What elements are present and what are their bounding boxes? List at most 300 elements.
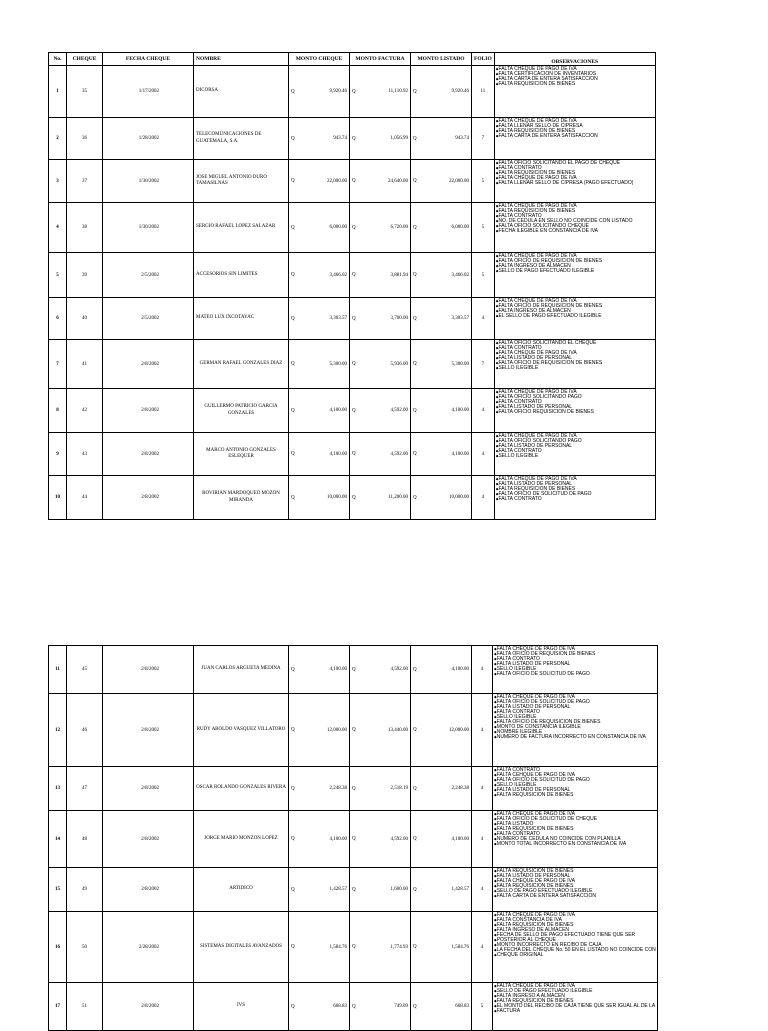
cell-fecha-cheque: 2/8/2002 <box>103 767 194 811</box>
cell-no: 8 <box>49 389 67 433</box>
cell-folio: 4 <box>472 694 493 767</box>
audit-table-page-1 <box>48 52 656 520</box>
cell-nombre: TELECOMUNICACIONES DE GUATEMALA, S.A. <box>194 118 289 160</box>
observation-item: ◆ MONTO INCORRECTO EN RECIBO DE CAJA <box>494 943 656 948</box>
observation-item: ◆ FALTA INGRESO DE ALMACEN <box>496 264 654 269</box>
observation-item: ◆ FALTA LISTADO DE PERSONAL <box>494 662 656 667</box>
observation-item: ◆ FALTA CHEQUE DE PAGO DE IVA <box>496 351 654 356</box>
observation-item: ◆ MONTO DE CONSTANCIA ILEGIBLE <box>494 725 656 730</box>
amount-value: 10,000.00 <box>327 495 347 500</box>
cell-cheque: 49 <box>67 868 103 912</box>
cell-cheque: 41 <box>67 340 103 389</box>
cell-observaciones <box>493 694 658 767</box>
header-nombre: NOMBRE <box>194 53 289 66</box>
cell-no: 10 <box>49 476 67 520</box>
amount-value: 3,303.57 <box>451 316 469 321</box>
cell-monto-listado <box>411 389 472 433</box>
cell-nombre: ROVIRIAN MARDOQUEO MOZON MIRANDA <box>194 476 289 520</box>
table-row <box>49 118 656 160</box>
cell-monto-cheque <box>289 983 350 1031</box>
cell-monto-factura <box>350 433 411 476</box>
cell-no: 3 <box>49 160 67 203</box>
observation-item: ◆ FECHA DE SELLO DE PAGO EFECTUADO TIENE QUE SER <box>494 933 656 938</box>
amount-value: 749.09 <box>394 1004 408 1009</box>
cell-folio: 5 <box>472 983 493 1031</box>
observation-item: ◆ FALTA OFICIO SOLICITANDO EL PAGO DE CHEQUE <box>496 161 654 166</box>
amount-value: 4,592.00 <box>390 667 408 672</box>
amount-value: 6,000.00 <box>329 225 347 230</box>
cell-nombre: JORGE MARIO MONZON LOPEZ <box>194 811 289 868</box>
cell-fecha-cheque: 2/28/2002 <box>103 912 194 983</box>
currency-symbol: Q <box>352 316 356 321</box>
observation-item: ◆ SELLO ILEGIBLE <box>496 366 654 371</box>
observation-item: ◆ FACTURA <box>494 1009 656 1014</box>
amount-value: 6,720.00 <box>390 225 408 230</box>
currency-symbol: Q <box>291 178 295 184</box>
currency-symbol: Q <box>413 495 417 500</box>
amount-value: 5,936.00 <box>390 361 408 367</box>
cell-monto-factura <box>350 298 411 340</box>
currency-symbol: Q <box>291 316 295 321</box>
observation-item: ◆ FALTA CHEQUE DE PAGO DE IVA <box>496 299 654 304</box>
cell-monto-factura <box>350 646 411 694</box>
cell-nombre: JUAN CARLOS ARGUETA MEDINA <box>194 646 289 694</box>
currency-symbol: Q <box>352 225 356 230</box>
amount-value: 4,100.00 <box>451 667 469 672</box>
cell-no: 6 <box>49 298 67 340</box>
currency-symbol: Q <box>291 667 295 672</box>
amount-value: 3,466.02 <box>329 272 347 278</box>
observation-item: ◆ FALTA REQUISICION DE BIENES <box>494 793 656 798</box>
amount-value: 943.74 <box>333 136 347 141</box>
cell-no: 7 <box>49 340 67 389</box>
currency-symbol: Q <box>291 136 295 141</box>
cell-observaciones <box>494 476 655 520</box>
header-fecha-cheque: FECHA CHEQUE <box>103 53 194 66</box>
amount-value: 2,248.38 <box>451 786 469 791</box>
observation-item: ◆ FALTA CARTA DE ENTERA SATISFACCION <box>494 894 656 899</box>
observation-item: ◆ FALTA REQUISICION DE BIENES <box>496 171 654 176</box>
observation-item: ◆ FALTA LISTADO DE PERSONAL <box>494 705 656 710</box>
observation-item: ◆ FALTA OFICIO DE SOLICITUD DE PAGO <box>494 778 656 783</box>
cell-fecha-cheque: 1/30/2002 <box>103 160 194 203</box>
currency-symbol: Q <box>352 887 356 892</box>
cell-monto-factura <box>350 118 411 160</box>
header-monto-factura: MONTO FACTURA <box>350 53 411 66</box>
observation-item: ◆ FECHA ILEGIBLE EN CONSTANCIA DE IVA <box>496 229 654 234</box>
table-body <box>49 66 656 520</box>
cell-folio: 4 <box>472 811 493 868</box>
cell-observaciones <box>494 253 655 298</box>
cell-observaciones <box>494 118 655 160</box>
cell-nombre: IVS <box>194 983 289 1031</box>
observation-item: ◆ SELLO DE PAGO EFECTUADO ILEGIBLE <box>494 889 656 894</box>
cell-no: 16 <box>49 912 67 983</box>
currency-symbol: Q <box>291 836 295 842</box>
header-observaciones: OBSERVACIONES <box>494 53 655 66</box>
cell-monto-cheque <box>289 203 350 253</box>
cell-monto-listado <box>411 160 472 203</box>
observation-item: ◆ FALTA CHEQUE DE PAGO DE IVA <box>496 254 654 259</box>
observation-item: ◆ FALTA CHEQUE DE PAGO DE IVA <box>494 984 656 989</box>
currency-symbol: Q <box>413 136 417 141</box>
cell-folio: 4 <box>472 298 495 340</box>
currency-symbol: Q <box>352 451 356 457</box>
cell-observaciones <box>493 767 658 811</box>
observation-item: ◆ EL MONTO DEL RECIBO DE CAJA TIENE QUE SER IGUAL AL DE LA <box>494 1004 656 1009</box>
amount-value: 4,100.00 <box>451 408 469 413</box>
observation-item: ◆ FALTA OFICIO SOLICITANDO EL CHEQUE <box>496 341 654 346</box>
cell-no: 4 <box>49 203 67 253</box>
currency-symbol: Q <box>352 667 356 672</box>
currency-symbol: Q <box>352 408 356 413</box>
observation-item: ◆ LA FECHA DEL CHEQUE No. 50 EN EL LISTADO NO COINCIDE CON <box>494 948 656 953</box>
observation-item: ◆ FALTA LLENAR SELLO DE CIPRESA (PAGO EFECTUADO) <box>496 181 654 186</box>
table-row <box>49 340 656 389</box>
cell-cheque: 44 <box>67 476 103 520</box>
observation-item: ◆ FALTA CONTRATO <box>494 768 656 773</box>
observation-item: ◆ FALTA LLENAR SELLO DE CIPRESA <box>496 124 654 129</box>
cell-fecha-cheque: 2/8/2002 <box>103 389 194 433</box>
cell-no: 9 <box>49 433 67 476</box>
cell-fecha-cheque: 2/8/2002 <box>103 433 194 476</box>
cell-nombre: JOSE MIGUEL ANTONIO DURO TAMASILNAS <box>194 160 289 203</box>
currency-symbol: Q <box>413 887 417 892</box>
amount-value: 1,584.76 <box>451 944 469 950</box>
table-row <box>49 433 656 476</box>
cell-monto-cheque <box>289 160 350 203</box>
amount-value: 2,518.19 <box>390 786 408 791</box>
table-row <box>49 476 656 520</box>
observation-item: ◆ FALTA CHEQUE DE PAGO DE IVA <box>494 879 656 884</box>
cell-observaciones <box>494 160 655 203</box>
cell-monto-listado <box>411 253 472 298</box>
cell-fecha-cheque: 2/5/2002 <box>103 298 194 340</box>
table-row <box>49 983 658 1031</box>
cell-observaciones <box>494 389 655 433</box>
cell-folio: 5 <box>472 160 495 203</box>
currency-symbol: Q <box>413 272 417 278</box>
amount-value: 4,592.00 <box>390 836 408 842</box>
cell-monto-listado <box>411 694 472 767</box>
observation-item: ◆ FALTA CONSTANCIA DE IVA <box>494 918 656 923</box>
currency-symbol: Q <box>291 408 295 413</box>
cell-monto-cheque <box>289 340 350 389</box>
cell-folio: 4 <box>472 868 493 912</box>
cell-monto-listado <box>411 298 472 340</box>
cell-nombre: OSCAR ROLANDO GONZALES RIVERA <box>194 767 289 811</box>
observation-item: ◆ FALTA CHEQUE DE PAGO DE IVA <box>496 67 654 72</box>
currency-symbol: Q <box>352 727 356 733</box>
cell-monto-factura <box>350 767 411 811</box>
cell-nombre: ACCESORIOS SIN LIMITES <box>194 253 289 298</box>
currency-symbol: Q <box>352 178 356 184</box>
amount-value: 9,920.46 <box>329 89 347 94</box>
amount-value: 5,300.00 <box>329 361 347 367</box>
table-row <box>49 694 658 767</box>
observation-item: ◆ FALTA CONTRATO <box>496 346 654 351</box>
observation-item: ◆ NUMERO DE FACTURA INCORRECTO EN CONSTANCIA DE IVA <box>494 735 656 740</box>
observation-item: ◆ FALTA INGRESO A ALMACEN <box>494 994 656 999</box>
cell-monto-listado <box>411 646 472 694</box>
cell-fecha-cheque: 2/8/2002 <box>103 476 194 520</box>
amount-value: 1,428.57 <box>329 887 347 892</box>
cell-monto-listado <box>411 340 472 389</box>
cell-folio: 7 <box>472 118 495 160</box>
cell-monto-listado <box>411 767 472 811</box>
cell-folio: 11 <box>472 66 495 118</box>
amount-value: 943.74 <box>455 136 469 141</box>
observation-item: ◆ FALTA REQUISICION DE BIENES <box>496 209 654 214</box>
cell-folio: 5 <box>472 253 495 298</box>
currency-symbol: Q <box>413 1004 417 1009</box>
cell-nombre: ARTIDICO <box>194 868 289 912</box>
amount-value: 3,700.00 <box>390 316 408 321</box>
table-row <box>49 298 656 340</box>
cell-monto-factura <box>350 811 411 868</box>
cell-nombre: RUDY ABOLDO VASQUEZ VILLATORO <box>194 694 289 767</box>
amount-value: 24,640.00 <box>388 178 408 184</box>
observation-item: ◆ FALTA LISTADO <box>494 822 656 827</box>
observation-item: ◆ FALTA REQUISICION DE BIENES <box>494 884 656 889</box>
amount-value: 13,440.00 <box>388 727 408 733</box>
currency-symbol: Q <box>291 451 295 457</box>
cell-folio: 4 <box>472 912 493 983</box>
amount-value: 4,592.00 <box>390 451 408 457</box>
currency-symbol: Q <box>352 944 356 950</box>
table-header-row <box>49 53 656 66</box>
amount-value: 11,200.00 <box>388 495 408 500</box>
cell-observaciones <box>493 912 658 983</box>
observation-item: ◆ FALTA OFICIO SOLICITANDO PAGO <box>496 439 654 444</box>
observation-item: ◆ FALTA OFICIO DE REQUISICION DE BIENES <box>496 304 654 309</box>
amount-value: 12,000.00 <box>327 727 347 733</box>
currency-symbol: Q <box>352 1004 356 1009</box>
observation-item: ◆ FALTA REQUISICION DE BIENES <box>496 487 654 492</box>
observation-item: ◆ SELLO ILEGIBLE <box>494 715 656 720</box>
cell-observaciones <box>493 646 658 694</box>
cell-monto-cheque <box>289 912 350 983</box>
amount-value: 12,000.00 <box>449 727 469 733</box>
cell-no: 17 <box>49 983 67 1031</box>
observation-item: ◆ FALTA CONTRATO <box>494 710 656 715</box>
amount-value: 22,000.00 <box>327 178 347 184</box>
cell-monto-factura <box>350 476 411 520</box>
cell-nombre: GERMAN RAFAEL GONZALES DIAZ <box>194 340 289 389</box>
observation-item: ◆ FALTA OFICIO DE REQUISION DE BIENES <box>494 652 656 657</box>
observation-item: ◆ NUMERO DE CEDULA NO COINCIDE CON PLANILLA <box>494 837 656 842</box>
observation-item: ◆ FALTA INGRESO DE ALMACEN <box>496 309 654 314</box>
amount-value: 5,300.00 <box>451 361 469 367</box>
cell-monto-factura <box>350 66 411 118</box>
observation-item: ◆ POSTERIOR AL CHEQUE <box>494 938 656 943</box>
observation-item: ◆ FALTA CONTRATO <box>496 400 654 405</box>
observation-item: ◆ FALTA CHEQUE DE PAGO DE IVA <box>494 812 656 817</box>
observation-item: ◆ FALTA CERTIFICACION DE INVENTARIOS <box>496 72 654 77</box>
table-row <box>49 66 656 118</box>
observation-item: ◆ NO. DE CEDULA EN SELLO NO COINCIDE CON LISTADO <box>496 219 654 224</box>
currency-symbol: Q <box>352 836 356 842</box>
amount-value: 6,000.00 <box>451 225 469 230</box>
amount-value: 4,100.00 <box>329 408 347 413</box>
currency-symbol: Q <box>413 944 417 950</box>
amount-value: 4,100.00 <box>329 451 347 457</box>
cell-fecha-cheque: 2/5/2002 <box>103 253 194 298</box>
cell-monto-cheque <box>289 389 350 433</box>
cell-folio: 5 <box>472 203 495 253</box>
cell-monto-cheque <box>289 646 350 694</box>
cell-observaciones <box>494 298 655 340</box>
observation-item: ◆ SELLO DE PAGO EFECTUADO ILEGIBLE <box>494 989 656 994</box>
observation-item: ◆ EL SELLO DE PAGO EFECTUADO ILEGIBLE <box>496 314 654 319</box>
cell-monto-factura <box>350 389 411 433</box>
cell-monto-factura <box>350 694 411 767</box>
currency-symbol: Q <box>352 136 356 141</box>
currency-symbol: Q <box>413 786 417 791</box>
cell-fecha-cheque: 2/8/2002 <box>103 694 194 767</box>
cell-folio: 4 <box>472 476 495 520</box>
cell-no: 12 <box>49 694 67 767</box>
header-cheque: CHEQUE <box>67 53 103 66</box>
observation-item: ◆ FALTA CEHQUE DE PAGO DE IVA <box>494 773 656 778</box>
cell-observaciones <box>494 433 655 476</box>
currency-symbol: Q <box>352 361 356 367</box>
amount-value: 9,920.46 <box>451 89 469 94</box>
currency-symbol: Q <box>291 786 295 791</box>
amount-value: 3,466.02 <box>451 272 469 278</box>
observation-item: ◆ FALTA OFICIO DE SOLICITUD DE PAGO <box>494 700 656 705</box>
observation-item: ◆ SELLO ILEGIBLE <box>496 454 654 459</box>
currency-symbol: Q <box>413 178 417 184</box>
observation-item: ◆ FALTA CHEQUE DE PAGO DE IVA <box>496 390 654 395</box>
cell-folio: 4 <box>472 389 495 433</box>
observation-item: ◆ FALTA CARTA DE ENTERA SATISFACCION <box>496 77 654 82</box>
cell-monto-cheque <box>289 767 350 811</box>
amount-value: 4,100.00 <box>451 451 469 457</box>
observation-item: ◆ FALTA CONTRATO <box>496 166 654 171</box>
currency-symbol: Q <box>413 225 417 230</box>
observation-item: ◆ MONTO TOTAL INCORRECTO EN CONSTANCIA DE IVA <box>494 842 656 847</box>
currency-symbol: Q <box>291 89 295 94</box>
cell-fecha-cheque: 1/17/2002 <box>103 66 194 118</box>
cell-fecha-cheque: 1/28/2002 <box>103 118 194 160</box>
observation-item: ◆ CHEQUE ORIGINAL <box>494 953 656 958</box>
cell-cheque: 39 <box>67 253 103 298</box>
currency-symbol: Q <box>413 361 417 367</box>
amount-value: 2,248.38 <box>329 786 347 791</box>
observation-item: ◆ FALTA LISTADO DE PERSONAL <box>496 444 654 449</box>
header-monto-listado: MONTO LISTADO <box>411 53 472 66</box>
cell-cheque: 48 <box>67 811 103 868</box>
cell-fecha-cheque: 2/8/2002 <box>103 646 194 694</box>
observation-item: ◆ FALTA CONTRATO <box>496 449 654 454</box>
observation-item: ◆ FALTA REQUISICION DE BIENES <box>494 869 656 874</box>
currency-symbol: Q <box>413 89 417 94</box>
currency-symbol: Q <box>413 727 417 733</box>
cell-no: 13 <box>49 767 67 811</box>
observation-item: ◆ FALTA REQUISICION DE BIENES <box>494 827 656 832</box>
cell-no: 15 <box>49 868 67 912</box>
currency-symbol: Q <box>413 408 417 413</box>
cell-cheque: 45 <box>67 646 103 694</box>
cell-monto-factura <box>350 983 411 1031</box>
observation-item: ◆ FALTA CONTRATO <box>496 497 654 502</box>
observation-item: ◆ FALTA REQUISICION DE BIENES <box>494 923 656 928</box>
amount-value: 4,592.00 <box>390 408 408 413</box>
cell-fecha-cheque: 2/8/2002 <box>103 340 194 389</box>
cell-nombre: SERGIO RAFAEL LOPEZ SALAZAR <box>194 203 289 253</box>
amount-value: 11,110.92 <box>388 89 408 94</box>
currency-symbol: Q <box>291 727 295 733</box>
table-row <box>49 203 656 253</box>
observation-item: ◆ FALTA CHEQUE DE PAGO DE IVA <box>494 695 656 700</box>
currency-symbol: Q <box>352 272 356 278</box>
amount-value: 1,056.99 <box>390 136 408 141</box>
table-row <box>49 646 658 694</box>
observation-item: ◆ FALTA LISTADO DE PERSONAL <box>496 405 654 410</box>
amount-value: 22,000.00 <box>449 178 469 184</box>
cell-cheque: 35 <box>67 66 103 118</box>
table-row <box>49 160 656 203</box>
currency-symbol: Q <box>291 361 295 367</box>
currency-symbol: Q <box>291 887 295 892</box>
currency-symbol: Q <box>291 225 295 230</box>
currency-symbol: Q <box>352 495 356 500</box>
amount-value: 4,100.00 <box>329 667 347 672</box>
cell-folio: 7 <box>472 340 495 389</box>
cell-folio: 4 <box>472 433 495 476</box>
observation-item: ◆ FALTA CHEQUE DE PAGO DE IVA <box>496 477 654 482</box>
amount-value: 1,584.76 <box>329 944 347 950</box>
observation-item: ◆ FALTA INGRESO DE ALMACEN <box>494 928 656 933</box>
cell-cheque: 43 <box>67 433 103 476</box>
observation-item: ◆ FALTA CHEQUE DE PAGO DE IVA <box>496 176 654 181</box>
cell-monto-listado <box>411 811 472 868</box>
currency-symbol: Q <box>413 316 417 321</box>
cell-no: 2 <box>49 118 67 160</box>
amount-value: 4,100.00 <box>329 836 347 842</box>
cell-nombre: GUILLERMO PATRICIO GARCIA GONZALES <box>194 389 289 433</box>
observation-item: ◆ FALTA CHEQUE DE PAGO DE IVA <box>496 119 654 124</box>
amount-value: 3,303.57 <box>329 316 347 321</box>
cell-nombre: SISTEMAS DIGITALES AVANZADOS <box>194 912 289 983</box>
observation-item: ◆ FALTA CHEQUE DE PAGO DE IVA <box>494 647 656 652</box>
cell-fecha-cheque: 1/30/2002 <box>103 203 194 253</box>
observation-item: ◆ FALTA CONTRATO <box>496 214 654 219</box>
cell-observaciones <box>494 203 655 253</box>
amount-value: 668.83 <box>455 1004 469 1009</box>
cell-cheque: 47 <box>67 767 103 811</box>
observation-item: ◆ NOMBRE ILEGIBLE <box>494 730 656 735</box>
observation-item: ◆ SELLO ILEGIBLE <box>494 667 656 672</box>
cell-observaciones <box>494 340 655 389</box>
observation-item: ◆ FALTA LISTADO DE PERSONAL <box>496 482 654 487</box>
cell-monto-listado <box>411 476 472 520</box>
cell-cheque: 42 <box>67 389 103 433</box>
observation-item: ◆ FALTA LISTADO DE PERSONAL <box>494 788 656 793</box>
amount-value: 1,774.93 <box>390 944 408 950</box>
amount-value: 3,881.94 <box>390 272 408 278</box>
cell-observaciones <box>493 983 658 1031</box>
cell-nombre: DICORSA <box>194 66 289 118</box>
cell-folio: 4 <box>472 646 493 694</box>
currency-symbol: Q <box>291 495 295 500</box>
table-row <box>49 253 656 298</box>
amount-value: 1,428.57 <box>451 887 469 892</box>
cell-cheque: 51 <box>67 983 103 1031</box>
cell-cheque: 40 <box>67 298 103 340</box>
cell-fecha-cheque: 2/8/2002 <box>103 811 194 868</box>
